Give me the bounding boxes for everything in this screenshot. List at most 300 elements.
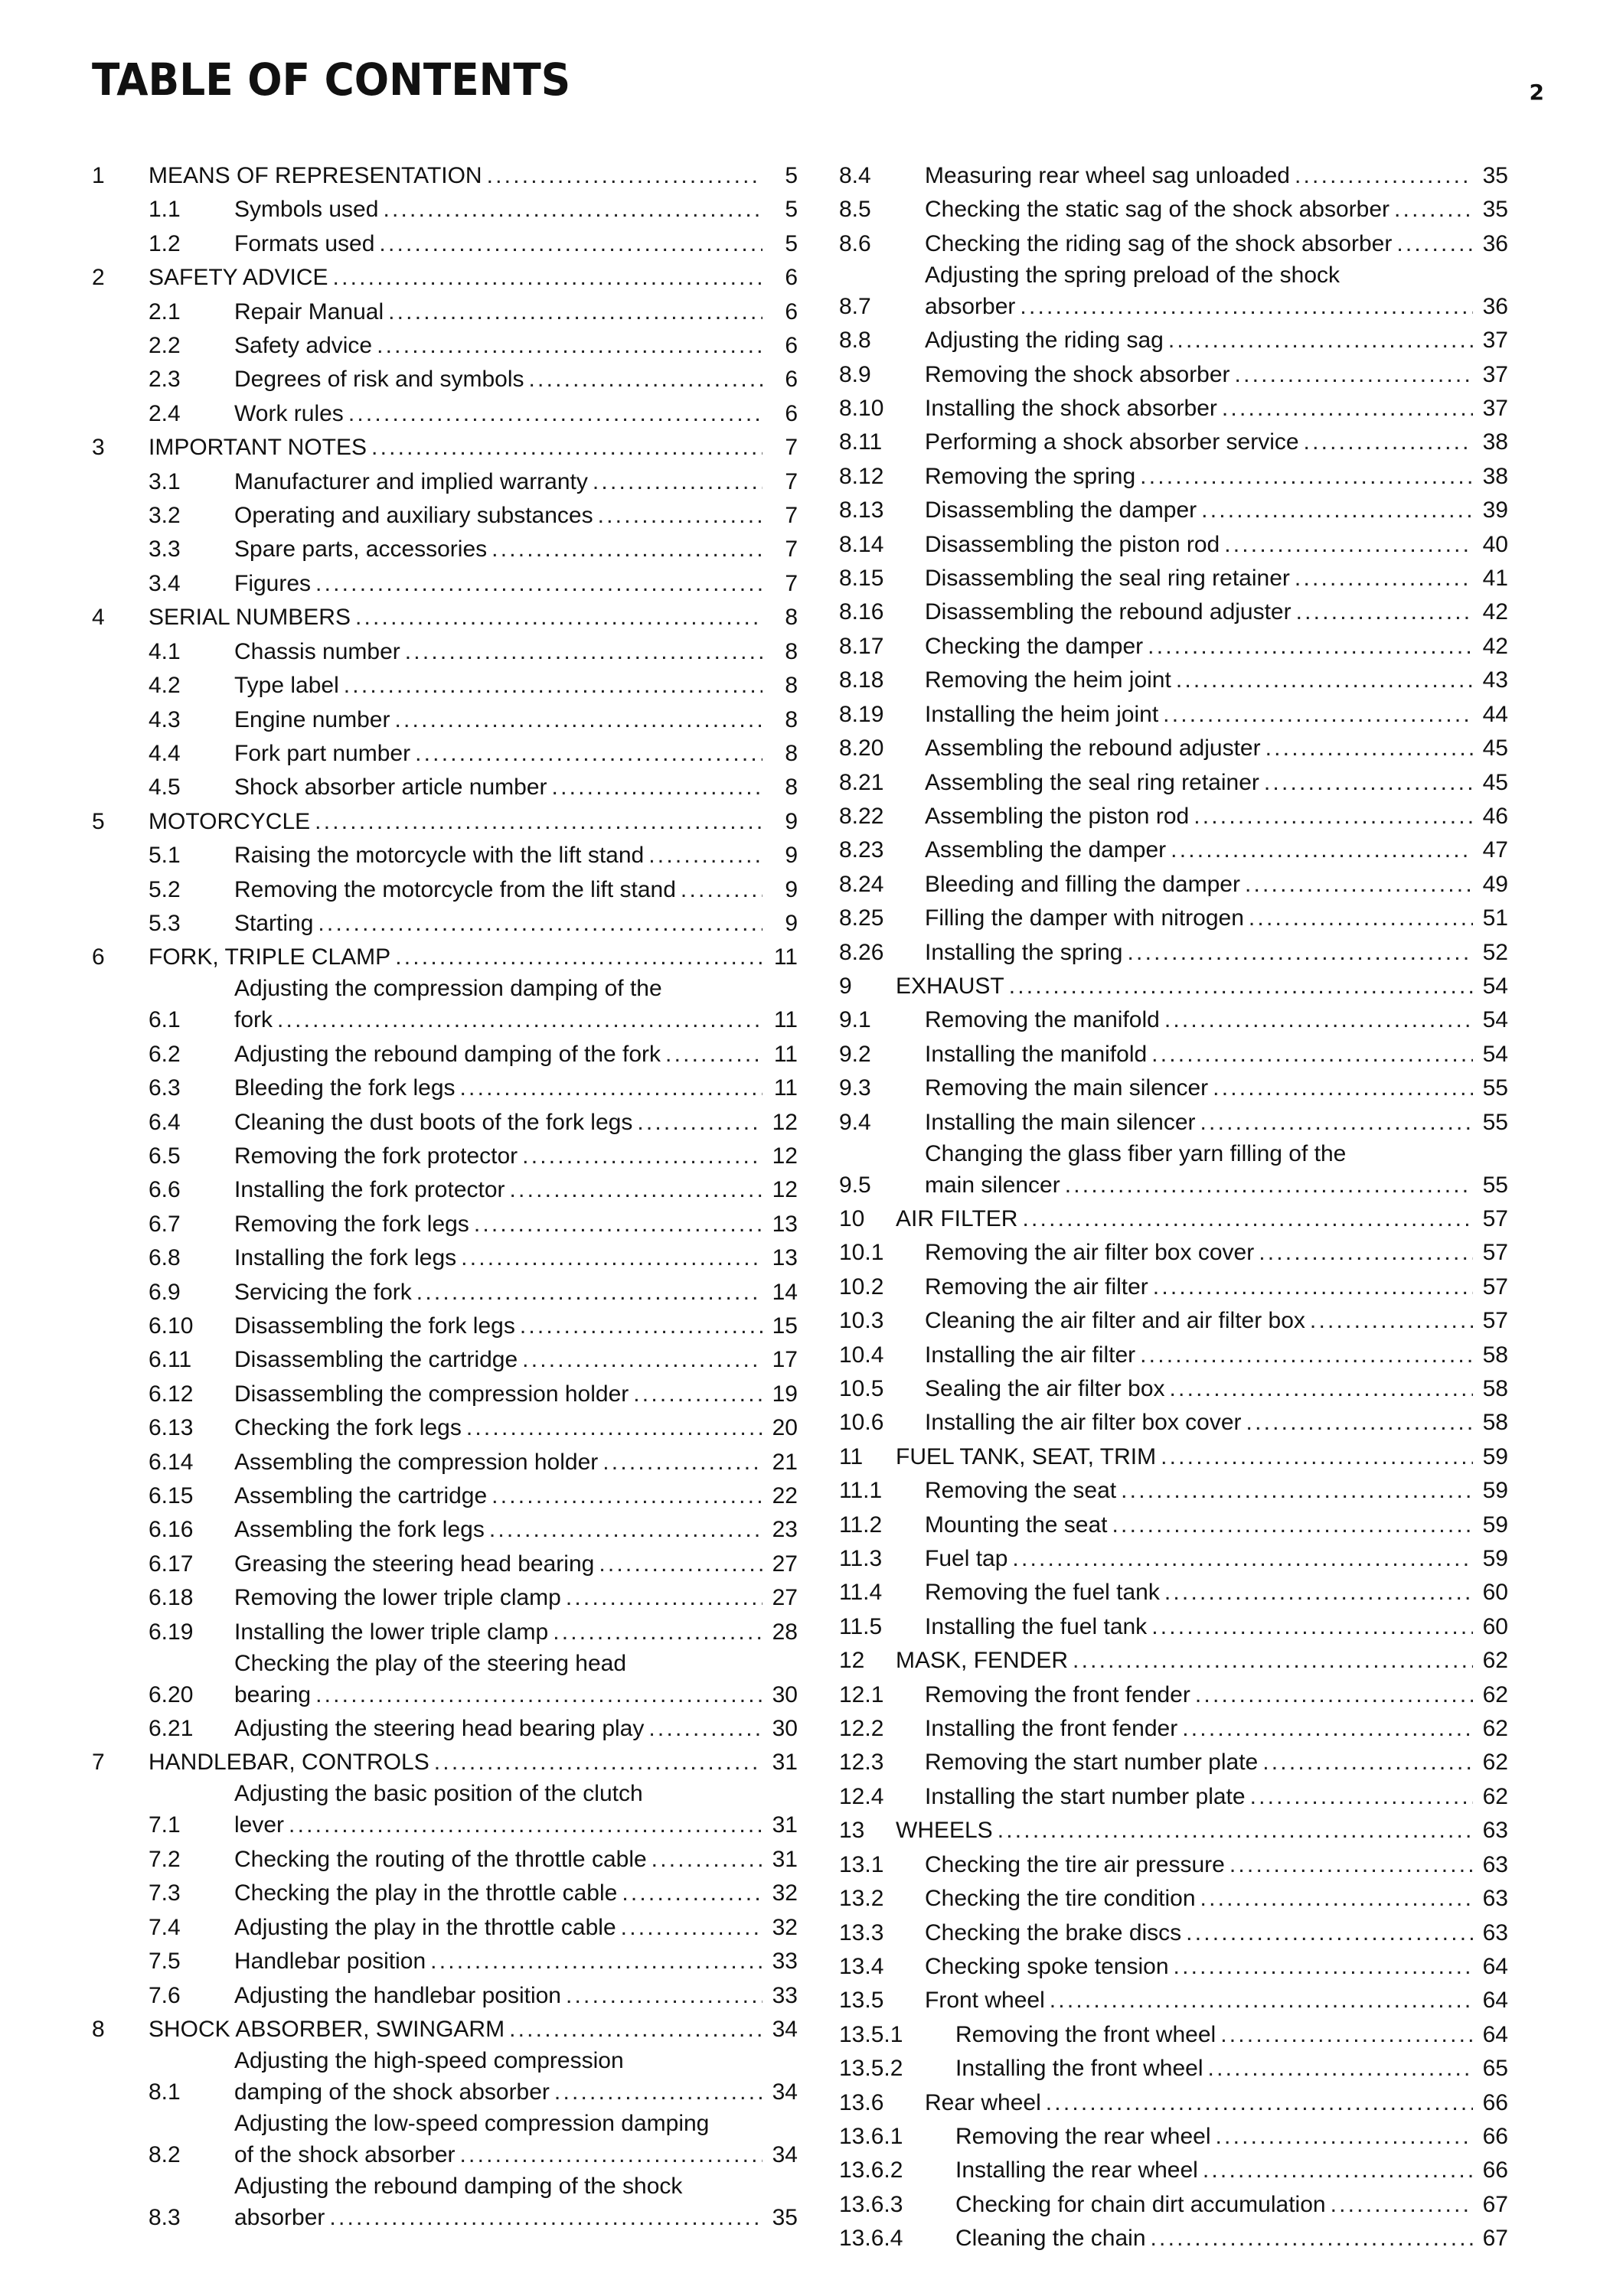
toc-entry[interactable] bbox=[92, 1548, 798, 1581]
dot-leader bbox=[1213, 1071, 1473, 1105]
toc-entry-page-number: 30 bbox=[772, 1681, 798, 1707]
dot-leader bbox=[1022, 1202, 1473, 1236]
toc-entry[interactable] bbox=[92, 2172, 798, 2235]
toc-entry[interactable] bbox=[839, 460, 1508, 494]
toc-entry[interactable] bbox=[839, 1780, 1508, 1814]
toc-entry[interactable] bbox=[839, 1508, 1508, 1542]
toc-entry-page-number: 59 bbox=[1482, 1546, 1508, 1572]
toc-entry[interactable] bbox=[839, 1644, 1508, 1678]
toc-entry-page-number: 63 bbox=[1482, 1919, 1508, 1945]
toc-entry-title: Adjusting the rebound damping of the shock bbox=[234, 2173, 683, 2199]
toc-entry-number: 13.6.4 bbox=[839, 2226, 903, 2252]
toc-entry[interactable] bbox=[92, 1712, 798, 1746]
toc-entry-number: 8.19 bbox=[839, 701, 884, 727]
dot-leader bbox=[333, 261, 763, 295]
toc-entry[interactable] bbox=[92, 1581, 798, 1615]
toc-entry[interactable] bbox=[839, 1440, 1508, 1474]
toc-entry-page-number: 5 bbox=[785, 230, 798, 256]
toc-entry-title-line bbox=[925, 1882, 1508, 1916]
toc-entry[interactable] bbox=[92, 1140, 798, 1173]
toc-entry-number: 2 bbox=[92, 265, 105, 291]
toc-entry-title-line bbox=[925, 1038, 1508, 1071]
toc-entry[interactable] bbox=[92, 1038, 798, 1071]
toc-entry[interactable] bbox=[92, 465, 798, 499]
toc-entry-title-line bbox=[234, 1106, 798, 1140]
toc-entry-title-line bbox=[925, 494, 1508, 527]
toc-entry-title-wrap bbox=[234, 397, 798, 431]
toc-entry[interactable] bbox=[839, 1406, 1508, 1440]
toc-entry[interactable] bbox=[839, 664, 1508, 697]
toc-entry-page-number: 63 bbox=[1482, 1886, 1508, 1912]
toc-entry-title: Adjusting the compression damping of the bbox=[234, 976, 662, 1002]
toc-entry[interactable] bbox=[839, 159, 1508, 193]
toc-entry[interactable] bbox=[92, 737, 798, 771]
toc-entry[interactable] bbox=[839, 227, 1508, 261]
toc-entry-title-line bbox=[234, 397, 798, 431]
toc-entry-page-number: 11 bbox=[773, 944, 798, 970]
toc-entry-page-number: 63 bbox=[1482, 1818, 1508, 1844]
toc-entry-title: Assembling the compression holder bbox=[234, 1449, 599, 1475]
toc-entry[interactable] bbox=[92, 1378, 798, 1411]
toc-entry-number: 10 bbox=[839, 1205, 865, 1231]
toc-entry[interactable] bbox=[92, 1343, 798, 1377]
dot-leader bbox=[1229, 1848, 1473, 1882]
toc-entry-title-wrap bbox=[234, 1309, 798, 1343]
toc-entry-title-line bbox=[925, 732, 1508, 765]
toc-entry[interactable] bbox=[92, 533, 798, 566]
toc-entry[interactable] bbox=[839, 2120, 1508, 2154]
dot-leader bbox=[599, 1548, 763, 1581]
toc-entry[interactable] bbox=[839, 1236, 1508, 1270]
dot-leader bbox=[1200, 1106, 1473, 1140]
toc-entry[interactable] bbox=[839, 1882, 1508, 1916]
dot-leader bbox=[388, 295, 763, 329]
toc-entry[interactable] bbox=[839, 833, 1508, 867]
toc-entry[interactable] bbox=[839, 868, 1508, 902]
toc-entry[interactable] bbox=[92, 1208, 798, 1241]
toc-entry-title-line bbox=[234, 1309, 798, 1343]
toc-entry-title: Installing the front wheel bbox=[955, 2056, 1203, 2082]
toc-entry[interactable] bbox=[839, 2086, 1508, 2120]
toc-entry[interactable] bbox=[92, 1106, 798, 1140]
toc-entry-number: 11.1 bbox=[839, 1478, 883, 1504]
toc-entry[interactable] bbox=[839, 2052, 1508, 2086]
toc-entry-number: 6.1 bbox=[149, 1007, 181, 1033]
dot-leader bbox=[466, 1411, 763, 1445]
dot-leader bbox=[405, 635, 763, 669]
toc-entry[interactable] bbox=[92, 227, 798, 261]
toc-entry[interactable] bbox=[92, 1843, 798, 1877]
toc-entry[interactable] bbox=[92, 1276, 798, 1309]
toc-entry-page-number: 23 bbox=[772, 1517, 798, 1543]
toc-entry-title-wrap bbox=[925, 1406, 1508, 1440]
toc-entry-number: 1.1 bbox=[149, 197, 181, 223]
toc-entry[interactable] bbox=[92, 1979, 798, 2013]
toc-entry-title-wrap bbox=[234, 499, 798, 533]
toc-entry-title-line bbox=[925, 1236, 1508, 1270]
toc-entry-title: Assembling the rebound adjuster bbox=[925, 735, 1261, 762]
toc-entry-title: Installing the fuel tank bbox=[925, 1613, 1148, 1639]
toc-entry[interactable] bbox=[92, 159, 798, 193]
toc-entry-title: Installing the start number plate bbox=[925, 1783, 1246, 1809]
toc-entry-title-continued: fork bbox=[234, 1007, 273, 1033]
dot-leader bbox=[1065, 1169, 1473, 1202]
toc-entry[interactable] bbox=[839, 595, 1508, 629]
toc-entry-page-number: 57 bbox=[1482, 1308, 1508, 1334]
toc-entry-number: 8.9 bbox=[839, 361, 871, 387]
toc-entry-number: 4.4 bbox=[149, 740, 181, 766]
toc-entry[interactable] bbox=[92, 1411, 798, 1445]
dot-leader bbox=[355, 601, 763, 634]
dot-leader bbox=[430, 1945, 763, 1978]
toc-entry-page-number: 8 bbox=[785, 706, 798, 732]
toc-entry-title-line bbox=[234, 1513, 798, 1547]
toc-entry-page-number: 59 bbox=[1482, 1443, 1508, 1469]
toc-entry[interactable] bbox=[92, 1746, 798, 1779]
toc-entry-title-wrap bbox=[955, 2052, 1508, 2086]
toc-entry-title-line bbox=[925, 1678, 1508, 1712]
toc-entry-title-line bbox=[149, 941, 798, 974]
toc-entry-title-line bbox=[925, 1406, 1508, 1440]
toc-entry-title-line bbox=[234, 465, 798, 499]
toc-entry[interactable] bbox=[92, 2109, 798, 2172]
toc-entry[interactable] bbox=[839, 698, 1508, 732]
toc-entry-title-wrap bbox=[149, 601, 798, 634]
dot-leader bbox=[1121, 1474, 1473, 1508]
toc-entry[interactable] bbox=[92, 635, 798, 669]
toc-entry-title-line bbox=[234, 1979, 798, 2013]
toc-entry[interactable] bbox=[92, 1911, 798, 1945]
toc-entry-title-line bbox=[234, 1038, 798, 1071]
toc-entry-title: Spare parts, accessories bbox=[234, 536, 488, 563]
toc-entry-title: AIR FILTER bbox=[896, 1205, 1018, 1231]
toc-entry-title: Removing the lower triple clamp bbox=[234, 1585, 561, 1611]
toc-entry-number: 2.3 bbox=[149, 367, 181, 393]
toc-entry[interactable] bbox=[839, 1339, 1508, 1372]
toc-entry-title: FORK, TRIPLE CLAMP bbox=[149, 944, 391, 970]
toc-entry[interactable] bbox=[839, 1038, 1508, 1071]
toc-entry-number: 6 bbox=[92, 944, 105, 970]
dot-leader bbox=[522, 1140, 763, 1173]
toc-entry[interactable] bbox=[92, 363, 798, 396]
toc-entry[interactable] bbox=[839, 358, 1508, 392]
toc-entry[interactable] bbox=[839, 1542, 1508, 1576]
toc-entry[interactable] bbox=[92, 1945, 798, 1978]
dot-leader bbox=[1194, 800, 1473, 833]
toc-entry-title-wrap bbox=[925, 1304, 1508, 1338]
toc-entry[interactable] bbox=[839, 324, 1508, 357]
toc-entry[interactable] bbox=[92, 1616, 798, 1649]
toc-entry-title: MASK, FENDER bbox=[896, 1648, 1069, 1674]
dot-leader bbox=[1073, 1644, 1473, 1678]
toc-entry-title-line bbox=[925, 392, 1508, 426]
toc-entry[interactable] bbox=[839, 1610, 1508, 1644]
toc-entry[interactable] bbox=[92, 329, 798, 363]
toc-entry-page-number: 6 bbox=[785, 265, 798, 291]
dot-leader bbox=[1296, 595, 1473, 629]
toc-entry-page-number: 37 bbox=[1482, 361, 1508, 387]
toc-entry-number: 2.4 bbox=[149, 400, 181, 426]
dot-leader bbox=[487, 159, 763, 193]
toc-entry[interactable] bbox=[839, 392, 1508, 426]
toc-entry-number: 8.13 bbox=[839, 497, 884, 523]
toc-entry-title: Checking the tire condition bbox=[925, 1886, 1196, 1912]
toc-entry[interactable] bbox=[92, 805, 798, 839]
toc-entry-title-line bbox=[925, 868, 1508, 902]
toc-entry[interactable] bbox=[839, 766, 1508, 800]
toc-entry[interactable] bbox=[92, 1071, 798, 1105]
toc-entry-title-wrap bbox=[234, 907, 798, 941]
toc-entry-number: 9.4 bbox=[839, 1109, 871, 1135]
toc-entry-page-number: 62 bbox=[1482, 1783, 1508, 1809]
toc-entry[interactable] bbox=[92, 1241, 798, 1275]
toc-entry[interactable] bbox=[839, 1372, 1508, 1406]
toc-entry-title-line bbox=[234, 1808, 798, 1842]
toc-entry[interactable] bbox=[839, 1746, 1508, 1779]
toc-entry-title-line bbox=[925, 1916, 1508, 1950]
toc-entry[interactable] bbox=[839, 1270, 1508, 1304]
toc-entry-number: 1.2 bbox=[149, 230, 181, 256]
toc-entry[interactable] bbox=[839, 1071, 1508, 1105]
toc-entry-title-line bbox=[234, 907, 798, 941]
toc-entry-title: Fork part number bbox=[234, 740, 411, 766]
toc-entry-title-line bbox=[925, 1339, 1508, 1372]
toc-entry-number: 6.20 bbox=[149, 1681, 194, 1707]
toc-entry-title-wrap bbox=[234, 295, 798, 329]
toc-entry-page-number: 54 bbox=[1482, 1007, 1508, 1033]
toc-entry[interactable] bbox=[839, 1916, 1508, 1950]
toc-entry-title: Removing the start number plate bbox=[925, 1750, 1259, 1776]
toc-entry[interactable] bbox=[92, 1780, 798, 1843]
toc-entry-title: Installing the spring bbox=[925, 939, 1123, 965]
toc-entry[interactable] bbox=[92, 397, 798, 431]
toc-entry[interactable] bbox=[839, 1814, 1508, 1848]
toc-entry-title-wrap bbox=[234, 1378, 798, 1411]
toc-entry[interactable] bbox=[839, 261, 1508, 324]
toc-entry-number: 6.19 bbox=[149, 1619, 194, 1645]
toc-entry[interactable] bbox=[839, 936, 1508, 970]
toc-entry-title-line bbox=[234, 1843, 798, 1877]
toc-entry-number: 3 bbox=[92, 435, 105, 461]
toc-entry-page-number: 67 bbox=[1482, 2226, 1508, 2252]
toc-entry[interactable] bbox=[839, 2222, 1508, 2255]
dot-leader bbox=[529, 363, 763, 396]
toc-entry[interactable] bbox=[92, 1513, 798, 1547]
toc-entry-title-wrap bbox=[234, 1446, 798, 1479]
toc-entry-title: Engine number bbox=[234, 706, 390, 732]
toc-entry[interactable] bbox=[92, 499, 798, 533]
toc-entry-title-wrap bbox=[925, 732, 1508, 765]
toc-entry[interactable] bbox=[839, 2018, 1508, 2052]
dot-leader bbox=[1200, 1882, 1473, 1916]
dot-leader bbox=[510, 1173, 763, 1207]
toc-right-column bbox=[839, 159, 1508, 2256]
toc-entry-title-line bbox=[234, 1241, 798, 1275]
toc-entry-number: 8.25 bbox=[839, 905, 884, 931]
toc-entry[interactable] bbox=[92, 261, 798, 295]
toc-entry[interactable] bbox=[92, 669, 798, 703]
toc-entry-title-wrap bbox=[925, 1848, 1508, 1882]
toc-entry[interactable] bbox=[92, 1309, 798, 1343]
toc-entry-page-number: 46 bbox=[1482, 803, 1508, 829]
toc-entry-number: 6.16 bbox=[149, 1517, 194, 1543]
dot-leader bbox=[1151, 2222, 1473, 2255]
toc-entry-title-wrap bbox=[234, 1616, 798, 1649]
toc-entry-title-wrap bbox=[896, 1440, 1508, 1474]
toc-entry-page-number: 65 bbox=[1482, 2056, 1508, 2082]
toc-entry[interactable] bbox=[839, 1950, 1508, 1984]
dot-leader bbox=[1195, 1678, 1473, 1712]
toc-entry[interactable] bbox=[839, 1304, 1508, 1338]
toc-entry-number: 6.14 bbox=[149, 1449, 194, 1475]
toc-left-column bbox=[92, 159, 798, 2235]
toc-entry[interactable] bbox=[92, 431, 798, 465]
toc-entry[interactable] bbox=[839, 1474, 1508, 1508]
toc-entry-number: 6.7 bbox=[149, 1211, 181, 1237]
toc-entry-title: Greasing the steering head bearing bbox=[234, 1551, 595, 1577]
toc-entry-page-number: 8 bbox=[785, 605, 798, 631]
toc-entry[interactable] bbox=[839, 2188, 1508, 2222]
toc-entry-page-number: 37 bbox=[1482, 396, 1508, 422]
toc-entry-number: 3.4 bbox=[149, 570, 181, 596]
toc-entry-page-number: 8 bbox=[785, 740, 798, 766]
toc-entry[interactable] bbox=[839, 1984, 1508, 2017]
toc-entry-page-number: 7 bbox=[785, 570, 798, 596]
toc-entry[interactable] bbox=[839, 732, 1508, 765]
toc-entry-title-line bbox=[925, 630, 1508, 664]
toc-entry[interactable] bbox=[839, 1003, 1508, 1037]
toc-entry[interactable] bbox=[839, 1140, 1508, 1202]
toc-entry[interactable] bbox=[92, 2013, 798, 2047]
toc-entry-number: 13.6.3 bbox=[839, 2191, 903, 2217]
toc-entry-title-line bbox=[925, 936, 1508, 970]
toc-entry[interactable] bbox=[92, 1479, 798, 1513]
toc-entry-title-line bbox=[149, 601, 798, 634]
toc-entry[interactable] bbox=[92, 2047, 798, 2109]
toc-entry[interactable] bbox=[839, 426, 1508, 459]
toc-entry-title-wrap bbox=[234, 1038, 798, 1071]
toc-entry-title: Disassembling the piston rod bbox=[925, 531, 1220, 557]
toc-entry-title-line bbox=[955, 2018, 1508, 2052]
toc-entry[interactable] bbox=[92, 975, 798, 1038]
toc-entry[interactable] bbox=[839, 1848, 1508, 1882]
toc-entry-title-line bbox=[925, 902, 1508, 935]
toc-entry-title: Starting bbox=[234, 910, 314, 936]
toc-entry-number: 8.18 bbox=[839, 667, 884, 693]
toc-entry[interactable] bbox=[92, 703, 798, 737]
dot-leader bbox=[289, 1808, 763, 1842]
toc-entry[interactable] bbox=[92, 941, 798, 974]
toc-entry[interactable] bbox=[92, 1649, 798, 1712]
toc-entry-title-line bbox=[234, 2138, 798, 2172]
toc-entry[interactable] bbox=[839, 494, 1508, 527]
toc-entry[interactable] bbox=[92, 193, 798, 227]
toc-entry-title-line bbox=[234, 1071, 798, 1105]
toc-entry[interactable] bbox=[839, 2154, 1508, 2187]
dot-leader bbox=[621, 1911, 763, 1945]
toc-entry[interactable] bbox=[92, 1877, 798, 1910]
toc-entry[interactable] bbox=[92, 771, 798, 804]
toc-entry[interactable] bbox=[92, 907, 798, 941]
toc-entry-number: 5.2 bbox=[149, 876, 181, 902]
toc-entry-title-wrap bbox=[234, 669, 798, 703]
toc-entry[interactable] bbox=[92, 567, 798, 601]
toc-entry-number: 10.3 bbox=[839, 1308, 884, 1334]
toc-entry[interactable] bbox=[92, 1446, 798, 1479]
toc-entry[interactable] bbox=[839, 970, 1508, 1003]
toc-entry-title-line bbox=[234, 227, 798, 261]
dot-leader bbox=[1246, 1406, 1473, 1440]
toc-entry-number: 13.3 bbox=[839, 1919, 884, 1945]
toc-entry-title: Checking the fork legs bbox=[234, 1415, 462, 1441]
toc-entry-title: Adjusting the high-speed compression bbox=[234, 2047, 624, 2073]
toc-entry-title-line bbox=[925, 1071, 1508, 1105]
toc-entry-title-wrap bbox=[925, 1712, 1508, 1746]
toc-entry-title-wrap bbox=[149, 1746, 798, 1779]
toc-entry-page-number: 36 bbox=[1482, 293, 1508, 319]
toc-entry-number: 8.4 bbox=[839, 163, 871, 188]
toc-entry[interactable] bbox=[92, 601, 798, 634]
toc-entry-title-line bbox=[149, 159, 798, 193]
toc-entry[interactable] bbox=[839, 193, 1508, 227]
toc-entry[interactable] bbox=[839, 1576, 1508, 1609]
toc-entry[interactable] bbox=[839, 1712, 1508, 1746]
toc-entry-page-number: 39 bbox=[1482, 497, 1508, 523]
toc-entry-number: 13.2 bbox=[839, 1886, 884, 1912]
toc-entry[interactable] bbox=[839, 800, 1508, 833]
toc-entry-title: EXHAUST bbox=[896, 973, 1004, 999]
toc-entry-number: 6.8 bbox=[149, 1245, 181, 1271]
toc-entry-title: Installing the heim joint bbox=[925, 701, 1159, 727]
toc-entry-title: Installing the manifold bbox=[925, 1041, 1148, 1067]
toc-entry-title-wrap bbox=[234, 363, 798, 396]
toc-entry[interactable] bbox=[92, 1173, 798, 1207]
toc-entry-title: Disassembling the cartridge bbox=[234, 1347, 518, 1373]
toc-entry-title: Disassembling the fork legs bbox=[234, 1313, 515, 1339]
toc-entry[interactable] bbox=[839, 1106, 1508, 1140]
toc-entry[interactable] bbox=[839, 1678, 1508, 1712]
toc-entry[interactable] bbox=[839, 528, 1508, 562]
toc-entry-page-number: 38 bbox=[1482, 463, 1508, 489]
toc-entry-page-number: 62 bbox=[1482, 1750, 1508, 1776]
toc-entry-number: 8.15 bbox=[839, 566, 884, 592]
toc-entry-title-wrap bbox=[234, 1649, 798, 1712]
toc-entry[interactable] bbox=[839, 562, 1508, 595]
toc-entry[interactable] bbox=[92, 295, 798, 329]
dot-leader bbox=[377, 329, 763, 363]
toc-entry-title-wrap bbox=[234, 771, 798, 804]
toc-entry-page-number: 27 bbox=[772, 1551, 798, 1577]
toc-entry-page-number: 55 bbox=[1482, 1109, 1508, 1135]
toc-entry-title-line bbox=[234, 1208, 798, 1241]
toc-entry-title-line bbox=[955, 2120, 1508, 2154]
toc-entry[interactable] bbox=[92, 873, 798, 907]
toc-entry-title-wrap bbox=[925, 1542, 1508, 1576]
toc-entry[interactable] bbox=[839, 630, 1508, 664]
toc-entry-title: Assembling the fork legs bbox=[234, 1517, 485, 1543]
toc-entry-page-number: 64 bbox=[1482, 2021, 1508, 2047]
toc-entry-number: 6.15 bbox=[149, 1483, 194, 1509]
toc-entry-title-line bbox=[925, 1746, 1508, 1779]
toc-entry-title-wrap bbox=[925, 868, 1508, 902]
toc-entry[interactable] bbox=[839, 902, 1508, 935]
toc-entry[interactable] bbox=[839, 1202, 1508, 1236]
toc-entry-title-wrap bbox=[925, 261, 1508, 324]
dot-leader bbox=[1009, 970, 1473, 1003]
toc-entry[interactable] bbox=[92, 839, 798, 872]
toc-entry-title-line bbox=[149, 805, 798, 839]
toc-entry-title: Assembling the seal ring retainer bbox=[925, 769, 1259, 795]
